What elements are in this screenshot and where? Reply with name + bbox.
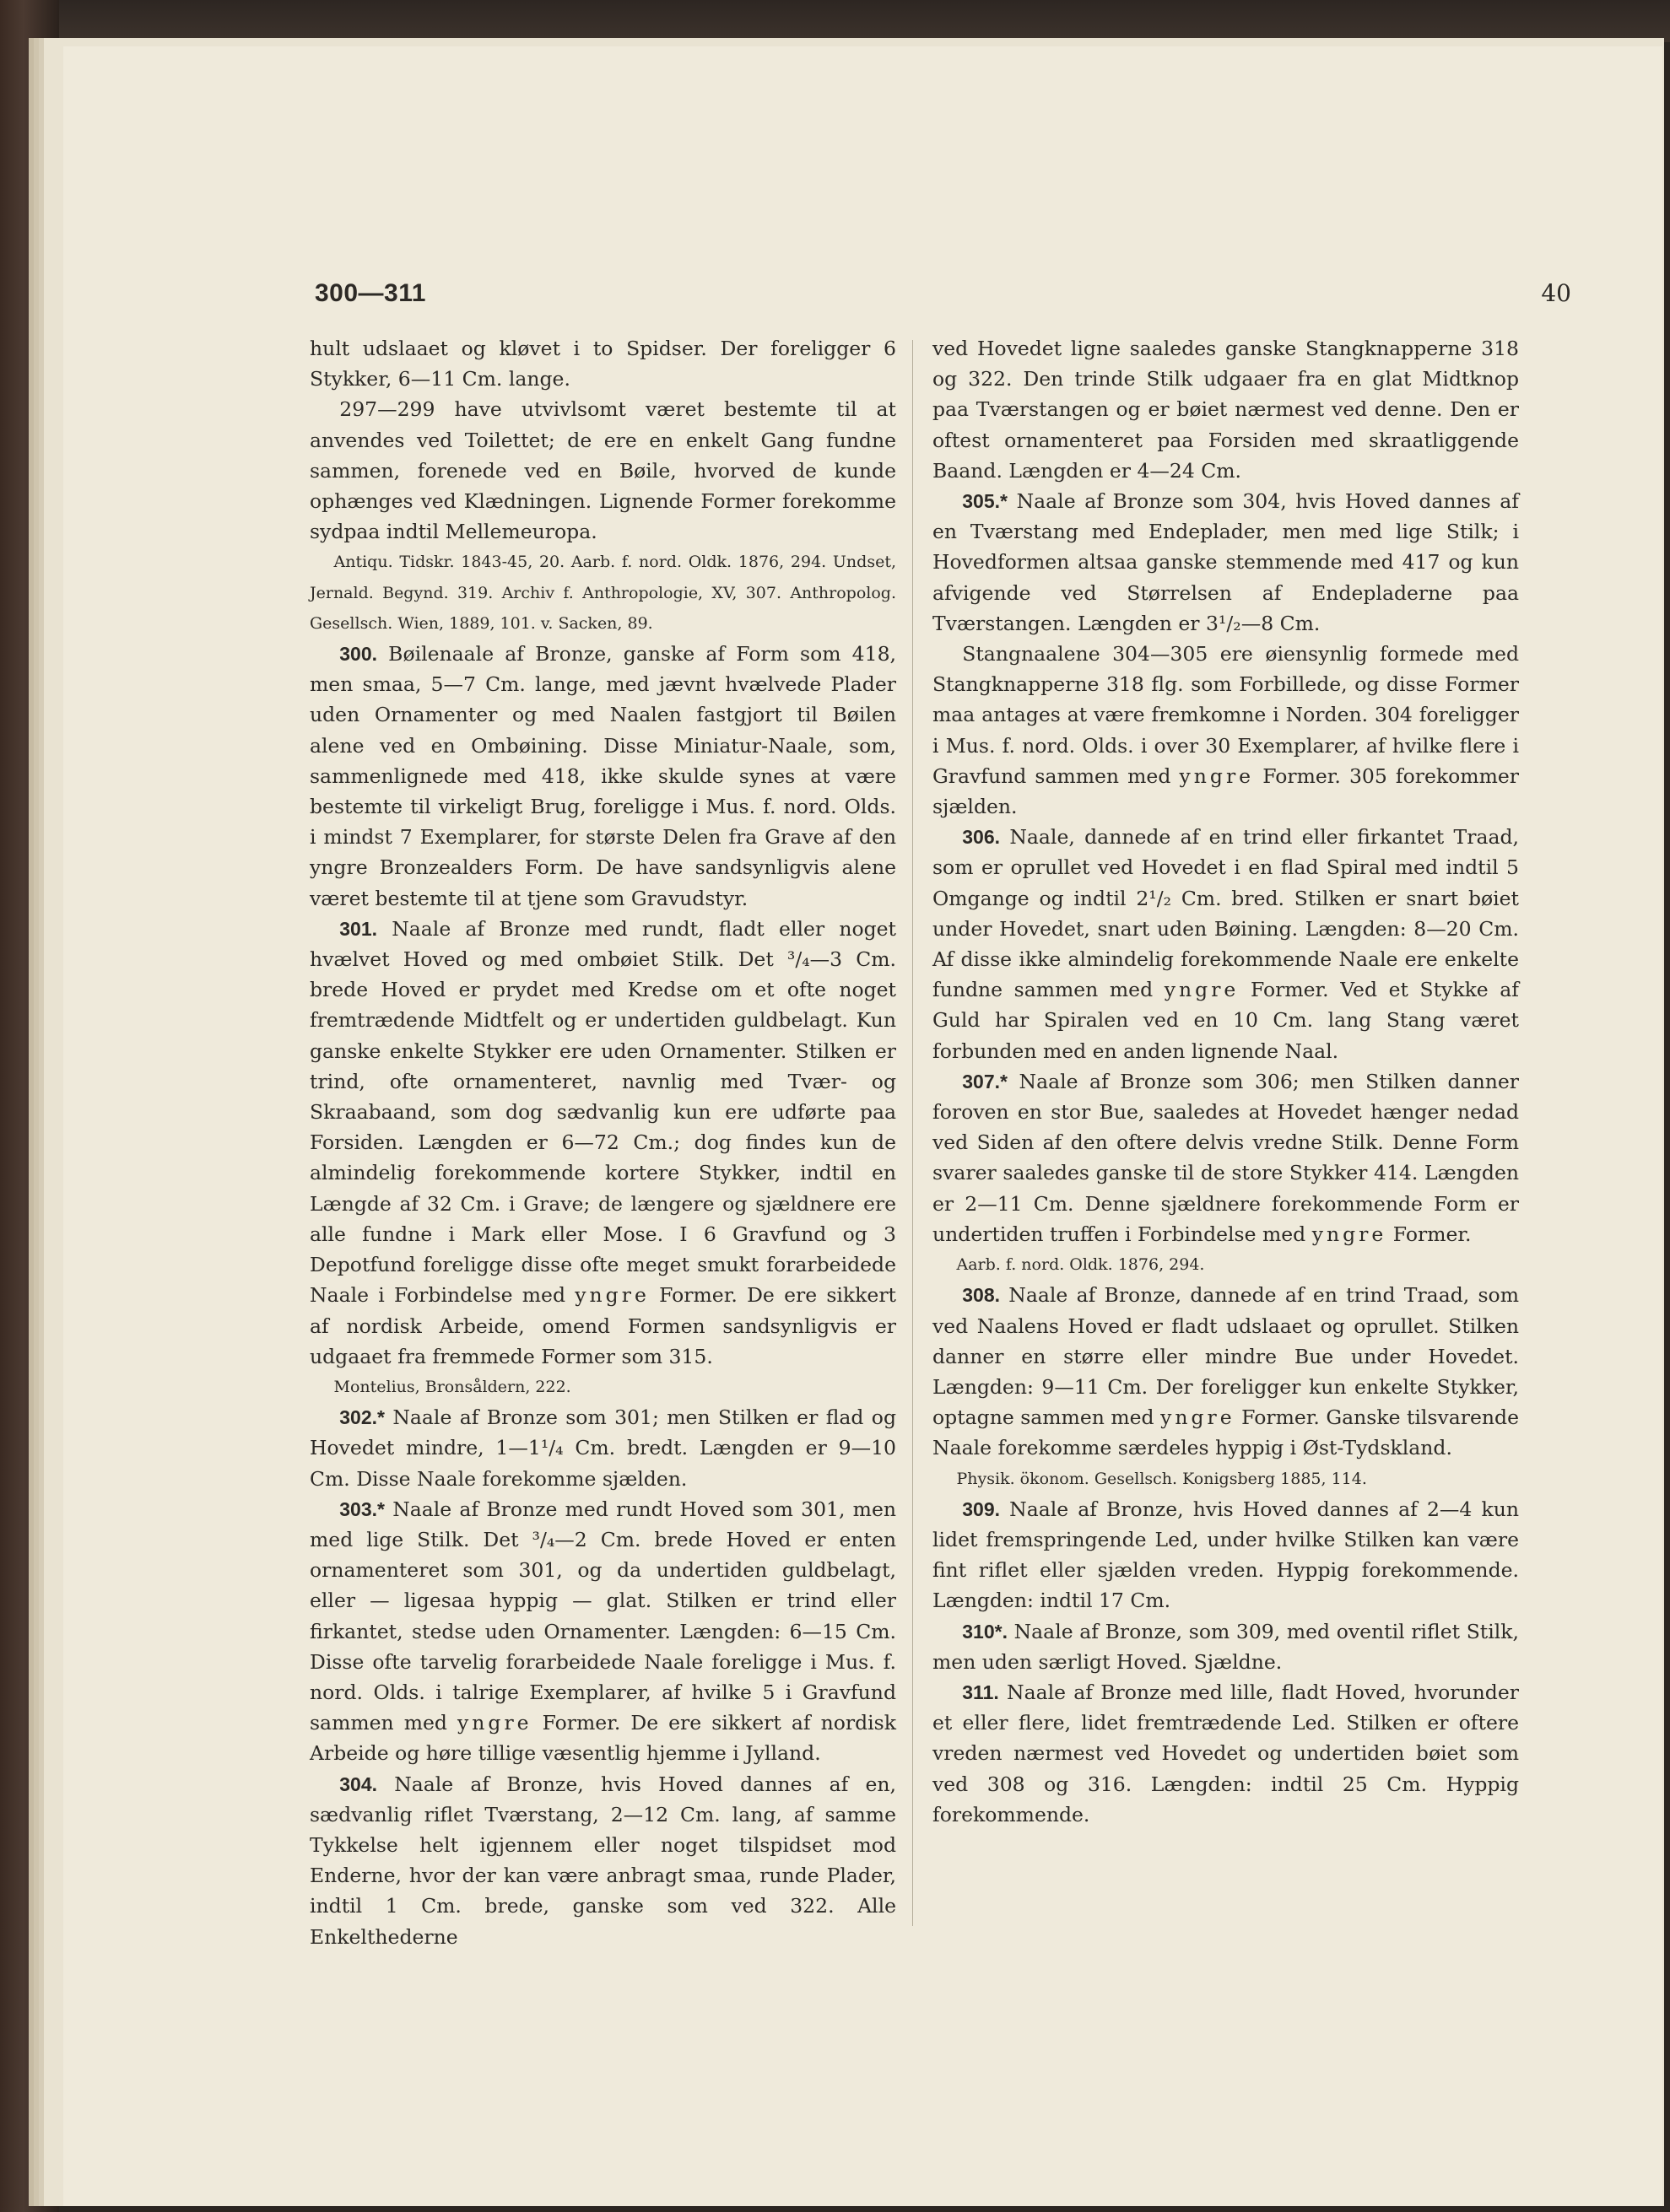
spaced-word: yngre	[575, 1283, 650, 1308]
entry-text: Naale af Bronze med rundt Hoved som 301, men med lige Stilk. Det ³/₄—2 Cm. brede Hoved er enten ornamenteret som 301, og da undertiden guldbelagt, eller — ligesaa hyppig — glat. Stilken er trind eller firkantet, stedse uden Ornamenter. Længden: 6—15 Cm. Disse ofte tarvelig forarbeidede Naale foreligge i Mus. f. nord. Olds. i talrige Exemplarer, af hvilke 5 i Gravfund sammen med	[310, 1497, 896, 1735]
reference-note: Physik. ökonom. Gesellsch. Konigsberg 1885, 114.	[956, 1469, 1367, 1488]
entry-text: Naale, dannede af en trind eller firkantet Traad, som er oprullet ved Hovedet i en flad Spiral med indtil 5 Omgange og indtil 2¹/₂ Cm. bred. Stilken er snart bøiet under Hovedet, snart uden Bøining. Længden: 8—20 Cm. Af disse ikke almindelig forekommende Naale ere enkelte fundne sammen med	[932, 825, 1519, 1002]
entry-number: 305.*	[962, 490, 1008, 513]
spaced-word: yngre	[1164, 978, 1240, 1002]
spaced-word: yngre	[1311, 1222, 1387, 1246]
entry-number: 311.	[962, 1681, 999, 1703]
entry-text: Former. Ganske tilsvarende Naale forekomme særdeles hyppig i Øst-Tydskland.	[932, 1405, 1519, 1460]
entry-number: 304.	[339, 1772, 378, 1795]
left-column	[310, 333, 896, 1952]
entry-text: Naale af Bronze med rundt, fladt eller noget hvælvet Hoved og med ombøiet Stilk. Det ³/₄—3 Cm. brede Hoved er prydet med Kredse om et ofte noget fremtrædende Midtfelt og er undertiden guldbelagt. Kun ganske enkelte Stykker ere uden Ornamenter. Stilken er trind, ofte ornamenteret, navnlig med Tvær- og Skraabaand, som dog sædvanlig kun ere udførte paa Forsiden. Længden er 6—72 Cm.; dog findes kun de almindelig forekommende kortere Stykker, indtil en Længde af 32 Cm. i Grave; de længere og sjældnere ere alle fundne i Mark eller Mose. I 6 Gravfund og 3 Depotfund foreligge disse ofte meget smukt forarbeidede Naale i Forbindelse med	[310, 916, 896, 1308]
spaced-word: yngre	[1179, 763, 1255, 788]
entry-text: Naale af Bronze, hvis Hoved dannes af 2—4 kun lidet fremspringende Led, under hvilke Stilken kan være fint riflet eller sjælden vreden. Hyppig forekommende. Længden: indtil 17 Cm.	[932, 1497, 1519, 1613]
entry-number: 306.	[962, 826, 1001, 849]
entry-text: Naale af Bronze, dannede af en trind Traad, som ved Naalens Hoved er fladt udslaaet og oprullet. Stilken danner en større eller mindre Bue under Hovedet. Længden: 9—11 Cm. Der foreligger kun enkelte Stykker, optagne sammen med	[932, 1283, 1519, 1430]
entry-number: 301.	[339, 917, 378, 940]
entry-text: Naale af Bronze som 306; men Stilken danner foroven en stor Bue, saaledes at Hovedet hænger nedad ved Siden af den oftere delvis vredne Stilk. Denne Form svarer saaledes ganske til de store Stykker 414. Længden er 2—11 Cm. Denne sjældnere forekommende Form er undertiden truffen i Forbindelse med	[932, 1069, 1519, 1246]
paragraph: 297—299 have utvivlsomt været bestemte til at anvendes ved Toilettet; de ere en enkelt Gang fundne sammen, forenede ved en Bøile, hvorved de kunde ophænges ved Klædningen. Lignende Former forekomme sydpaa indtil Mellemeuropa.	[310, 397, 896, 544]
entry-text: Former. Ved et Stykke af Guld har Spiralen ved en 10 Cm. lang Stang været forbunden med en anden lignende Naal.	[932, 978, 1519, 1063]
book-page	[63, 46, 1662, 2206]
entry-303	[310, 1494, 896, 1769]
column-divider	[912, 340, 913, 1926]
entry-text: Former. De ere sikkert af nordisk Arbeide og høre tillige væsentlig hjemme i Jylland.	[310, 1711, 896, 1766]
paragraph	[932, 639, 1519, 822]
entry-number: 303.*	[339, 1497, 385, 1520]
entry-305	[932, 486, 1519, 639]
paragraph-text: Stangnaalene 304—305 ere øiensynlig formede med Stangknapperne 318 flg. som Forbillede, og disse Former maa antages at være fremkomne i Norden. 304 foreligger i Mus. f. nord. Olds. i over 30 Exemplarer, af hvilke flere i Gravfund sammen med	[932, 642, 1519, 788]
entry-number: 308.	[962, 1284, 1001, 1307]
paragraph: hult udslaaet og kløvet i to Spidser. Der foreligger 6 Stykker, 6—11 Cm. lange.	[310, 337, 896, 391]
entry-text: Naale af Bronze som 301; men Stilken er flad og Hovedet mindre, 1—1¹/₄ Cm. bredt. Længden er 9—10 Cm. Disse Naale forekomme sjælden.	[310, 1405, 896, 1491]
entry-text: Naale af Bronze som 304, hvis Hoved dannes af en Tværstang med Endeplader, men med lige Stilk; i Hovedformen altsaa ganske stemmende med 417 og kun afvigende ved Størrelsen af Endepladerne paa Tværstangen. Længden er 3¹/₂—8 Cm.	[932, 489, 1519, 635]
entry-number: 307.*	[962, 1070, 1008, 1093]
entry-302	[310, 1402, 896, 1494]
reference-note: Montelius, Bronsåldern, 222.	[333, 1377, 571, 1396]
entry-text: Bøilenaale af Bronze, ganske af Form som 418, men smaa, 5—7 Cm. lange, med jævnt hvælvede Plader uden Ornamenter og med Naalen fastgjort til Bøilen alene ved en Ombøining. Disse Miniatur-Naale, som, sammenlignede med 418, ikke skulde synes at være bestemte til virkeligt Brug, foreligge i Mus. f. nord. Olds. i mindst 7 Exemplarer, for største Delen fra Grave af den yngre Bronzealders Form. De have sandsynligvis alene været bestemte til at tjene som Gravudstyr.	[310, 642, 896, 910]
entry-text: Former.	[1392, 1222, 1472, 1246]
spaced-word: yngre	[457, 1711, 532, 1735]
reference-note: Antiqu. Tidskr. 1843-45, 20. Aarb. f. nord. Oldk. 1876, 294. Undset, Jernald. Begynd. 319. Archiv f. Anthropologie, XV, 307. Anthropolog. Gesellsch. Wien, 1889, 101. v. Sacken, 89.	[310, 553, 896, 633]
entry-number: 300.	[339, 643, 378, 666]
entry-text: Naale af Bronze, som 309, med oventil riflet Stilk, men uden særligt Hoved. Sjældne.	[932, 1619, 1519, 1674]
entry-308	[932, 1280, 1519, 1463]
entry-304	[310, 1769, 896, 1952]
entry-text: Former. De ere sikkert af nordisk Arbeide, omend Formen sandsynligvis er udgaaet fra fremmede Former som 315.	[310, 1283, 896, 1368]
page-number: 40	[1541, 279, 1571, 307]
entry-307	[932, 1066, 1519, 1249]
entry-300	[310, 639, 896, 914]
page-range-header: 300—311	[315, 279, 426, 307]
spaced-word: yngre	[1160, 1405, 1235, 1430]
entry-text: Naale af Bronze med lille, fladt Hoved, hvorunder et eller flere, lidet fremtrædende Led. Stilken er oftere vreden nærmest ved Hovedet og undertiden bøiet som ved 308 og 316. Længden: indtil 25 Cm. Hyppig forekommende.	[932, 1680, 1519, 1826]
entry-text: Naale af Bronze, hvis Hoved dannes af en, sædvanlig riflet Tværstang, 2—12 Cm. lang, af samme Tykkelse helt igjennem eller noget tilspidset mod Enderne, hvor der kan være anbragt smaa, runde Plader, indtil 1 Cm. brede, ganske som ved 322. Alle Enkelthederne	[310, 1772, 896, 1949]
entry-number: 309.	[962, 1497, 1001, 1520]
entry-306	[932, 822, 1519, 1066]
paragraph: ved Hovedet ligne saaledes ganske Stangknapperne 318 og 322. Den trinde Stilk udgaaer fra en glat Midtknop paa Tværstangen og er bøiet nærmest ved denne. Den er oftest ornamenteret paa Forsiden med skraatliggende Baand. Længden er 4—24 Cm.	[932, 337, 1519, 483]
entry-311	[932, 1677, 1519, 1830]
right-column	[932, 333, 1519, 1830]
reference-note: Aarb. f. nord. Oldk. 1876, 294.	[956, 1255, 1205, 1275]
entry-309	[932, 1494, 1519, 1616]
entry-310	[932, 1616, 1519, 1677]
entry-number: 310*.	[962, 1620, 1008, 1643]
entry-number: 302.*	[339, 1406, 385, 1429]
paragraph-text: Former. 305 forekommer sjælden.	[932, 763, 1519, 819]
book-edge-top	[0, 0, 1670, 42]
entry-301	[310, 914, 896, 1372]
